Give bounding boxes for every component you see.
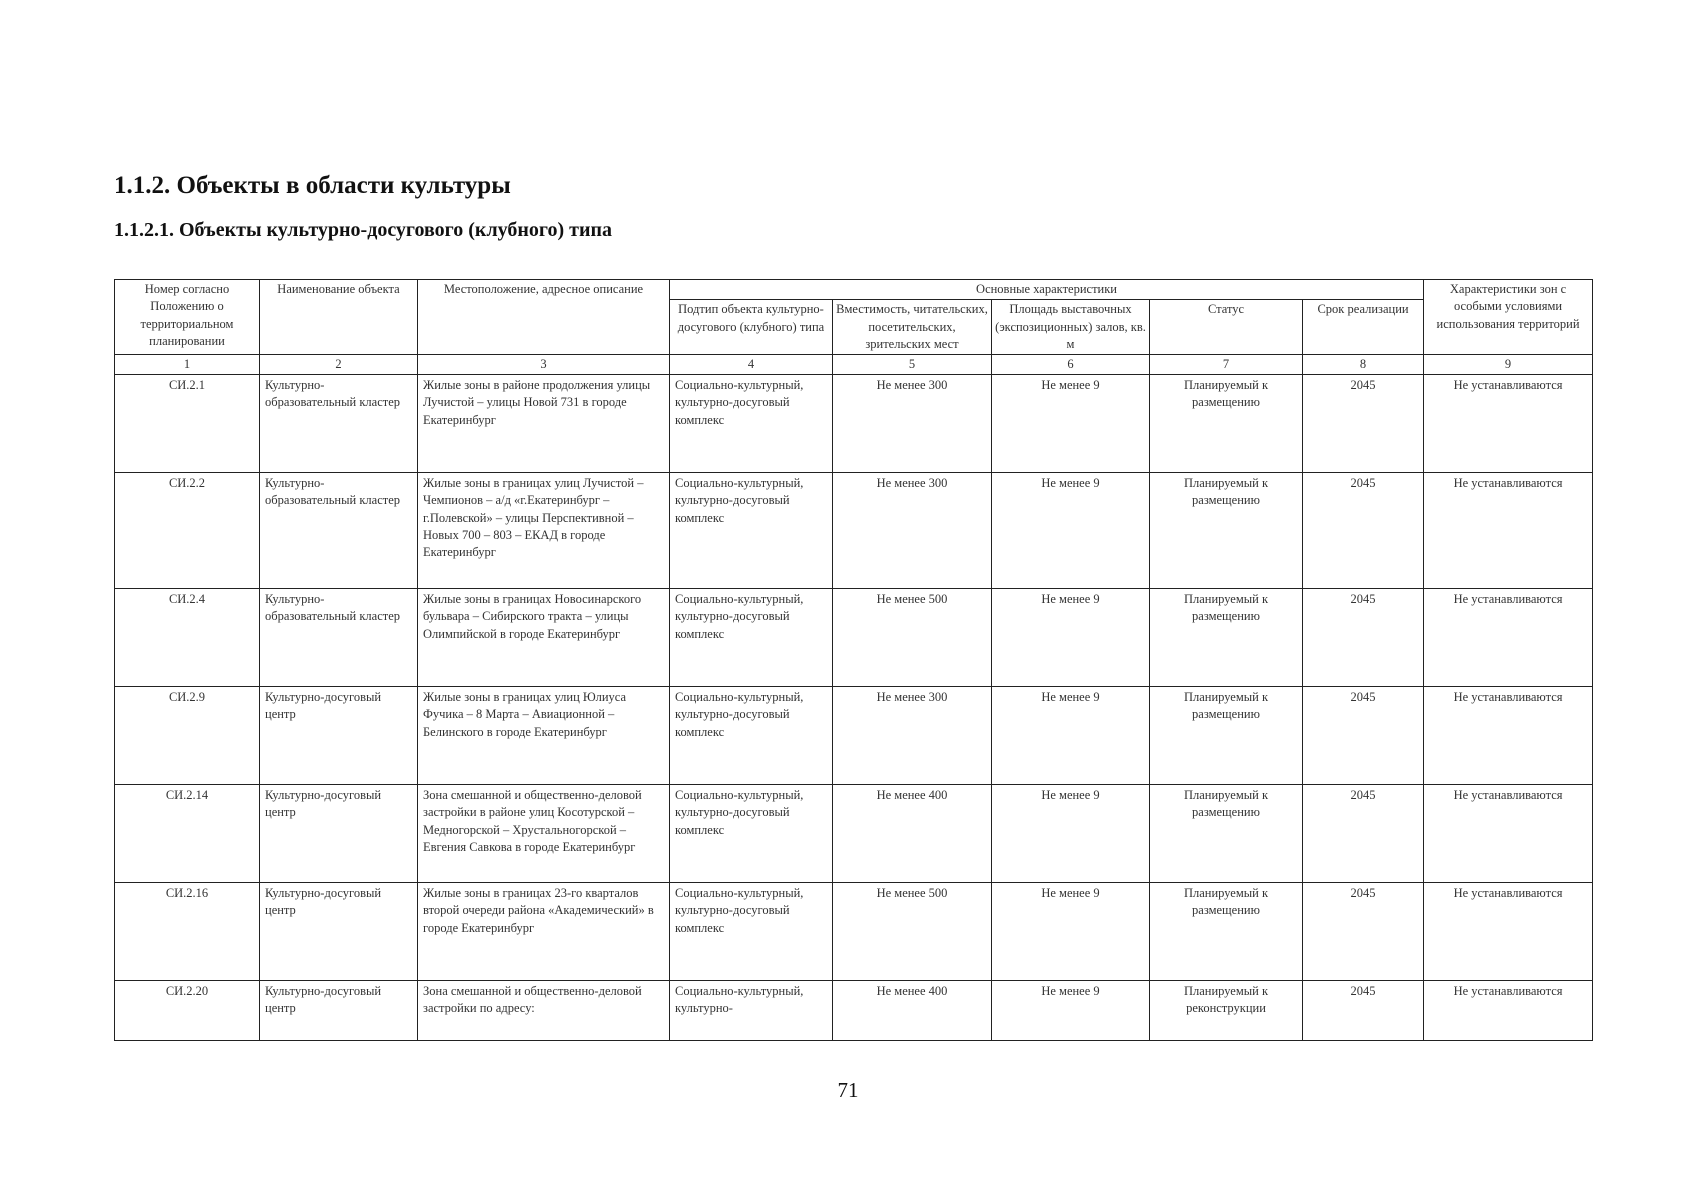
cell-name: Культурно-образовательный кластер <box>260 375 418 473</box>
cell-subtype: Социально-культурный, культурно-досуговый комплекс <box>670 473 833 589</box>
cell-area: Не менее 9 <box>992 375 1150 473</box>
cell-location: Зона смешанной и общественно-деловой застройки в районе улиц Косотурской – Медногорской – Хрустальногорской – Евгения Савкова в городе Екатеринбург <box>418 785 670 883</box>
header-cell-number: Номер согласно Положению о территориальном планировании <box>115 280 260 355</box>
table-header-row <box>115 280 1593 300</box>
page-number: 71 <box>837 1078 859 1102</box>
cell-number: СИ.2.9 <box>115 687 260 785</box>
cell-name: Культурно-досуговый центр <box>260 785 418 883</box>
cell-capacity: Не менее 400 <box>833 785 992 883</box>
cell-subtype: Социально-культурный, культурно-досуговый комплекс <box>670 589 833 687</box>
cell-area: Не менее 9 <box>992 473 1150 589</box>
cell-term: 2045 <box>1303 473 1424 589</box>
cell-name: Культурно-досуговый центр <box>260 883 418 981</box>
table-row <box>115 375 1593 473</box>
subsection-heading: 1.1.2.1. Объекты культурно-досугового (клубного) типа <box>114 219 613 241</box>
header-cell-status: Статус <box>1150 300 1303 355</box>
cell-area: Не менее 9 <box>992 785 1150 883</box>
table-row <box>115 473 1593 589</box>
cell-location: Жилые зоны в границах улиц Лучистой – Чемпионов – а/д «г.Екатеринбург – г.Полевской» – улицы Перспективной – Новых 700 – 803 – ЕКАД в городе Екатеринбург <box>418 473 670 589</box>
column-number: 2 <box>260 355 418 375</box>
table-row <box>115 589 1593 687</box>
header-cell-area: Площадь выставочных (экспозиционных) залов, кв. м <box>992 300 1150 355</box>
table-row <box>115 981 1593 1041</box>
table-row <box>115 785 1593 883</box>
cell-area: Не менее 9 <box>992 687 1150 785</box>
cell-subtype: Социально-культурный, культурно- <box>670 981 833 1041</box>
column-number: 8 <box>1303 355 1424 375</box>
cell-number: СИ.2.16 <box>115 883 260 981</box>
column-number: 1 <box>115 355 260 375</box>
header-cell-capacity: Вместимость, читательских, посетительских, зрительских мест <box>833 300 992 355</box>
facilities-table <box>114 279 1593 1041</box>
cell-subtype: Социально-культурный, культурно-досуговый комплекс <box>670 883 833 981</box>
cell-capacity: Не менее 300 <box>833 687 992 785</box>
cell-zones: Не устанавливаются <box>1424 473 1593 589</box>
cell-zones: Не устанавливаются <box>1424 785 1593 883</box>
cell-status: Планируемый к реконструкции <box>1150 981 1303 1041</box>
header-cell-name: Наименование объекта <box>260 280 418 355</box>
header-cell-term: Срок реализации <box>1303 300 1424 355</box>
cell-subtype: Социально-культурный, культурно-досуговый комплекс <box>670 785 833 883</box>
cell-status: Планируемый к размещению <box>1150 589 1303 687</box>
cell-area: Не менее 9 <box>992 883 1150 981</box>
cell-status: Планируемый к размещению <box>1150 473 1303 589</box>
cell-location: Жилые зоны в границах улиц Юлиуса Фучика – 8 Марта – Авиационной – Белинского в городе Екатеринбург <box>418 687 670 785</box>
table-row <box>115 883 1593 981</box>
header-cell-main-characteristics: Основные характеристики <box>670 280 1424 300</box>
cell-location: Жилые зоны в районе продолжения улицы Лучистой – улицы Новой 731 в городе Екатеринбург <box>418 375 670 473</box>
column-number: 3 <box>418 355 670 375</box>
cell-capacity: Не менее 300 <box>833 375 992 473</box>
cell-name: Культурно-образовательный кластер <box>260 473 418 589</box>
column-number: 9 <box>1424 355 1593 375</box>
cell-term: 2045 <box>1303 589 1424 687</box>
cell-location: Зона смешанной и общественно-деловой застройки по адресу: <box>418 981 670 1041</box>
cell-zones: Не устанавливаются <box>1424 687 1593 785</box>
header-cell-location: Местоположение, адресное описание <box>418 280 670 355</box>
cell-term: 2045 <box>1303 883 1424 981</box>
cell-status: Планируемый к размещению <box>1150 785 1303 883</box>
cell-location: Жилые зоны в границах 23-го кварталов второй очереди района «Академический» в городе Екатеринбург <box>418 883 670 981</box>
cell-capacity: Не менее 400 <box>833 981 992 1041</box>
cell-area: Не менее 9 <box>992 981 1150 1041</box>
cell-number: СИ.2.20 <box>115 981 260 1041</box>
cell-zones: Не устанавливаются <box>1424 375 1593 473</box>
cell-zones: Не устанавливаются <box>1424 883 1593 981</box>
cell-location: Жилые зоны в границах Новосинарского бульвара – Сибирского тракта – улицы Олимпийской в городе Екатеринбург <box>418 589 670 687</box>
cell-capacity: Не менее 500 <box>833 883 992 981</box>
section-heading: 1.1.2. Объекты в области культуры <box>114 172 511 199</box>
cell-number: СИ.2.2 <box>115 473 260 589</box>
cell-term: 2045 <box>1303 375 1424 473</box>
cell-term: 2045 <box>1303 981 1424 1041</box>
table-row <box>115 687 1593 785</box>
cell-status: Планируемый к размещению <box>1150 375 1303 473</box>
cell-number: СИ.2.14 <box>115 785 260 883</box>
cell-name: Культурно-досуговый центр <box>260 687 418 785</box>
cell-subtype: Социально-культурный, культурно-досуговый комплекс <box>670 687 833 785</box>
cell-status: Планируемый к размещению <box>1150 687 1303 785</box>
cell-zones: Не устанавливаются <box>1424 981 1593 1041</box>
cell-zones: Не устанавливаются <box>1424 589 1593 687</box>
column-number: 6 <box>992 355 1150 375</box>
cell-status: Планируемый к размещению <box>1150 883 1303 981</box>
column-number: 5 <box>833 355 992 375</box>
column-number-row <box>115 355 1593 375</box>
cell-name: Культурно-досуговый центр <box>260 981 418 1041</box>
cell-capacity: Не менее 300 <box>833 473 992 589</box>
cell-area: Не менее 9 <box>992 589 1150 687</box>
header-cell-zones: Характеристики зон с особыми условиями использования территорий <box>1424 280 1593 355</box>
cell-term: 2045 <box>1303 785 1424 883</box>
column-number: 7 <box>1150 355 1303 375</box>
header-cell-subtype: Подтип объекта культурно-досугового (клубного) типа <box>670 300 833 355</box>
column-number: 4 <box>670 355 833 375</box>
cell-capacity: Не менее 500 <box>833 589 992 687</box>
cell-subtype: Социально-культурный, культурно-досуговый комплекс <box>670 375 833 473</box>
cell-name: Культурно-образовательный кластер <box>260 589 418 687</box>
cell-number: СИ.2.4 <box>115 589 260 687</box>
cell-number: СИ.2.1 <box>115 375 260 473</box>
cell-term: 2045 <box>1303 687 1424 785</box>
